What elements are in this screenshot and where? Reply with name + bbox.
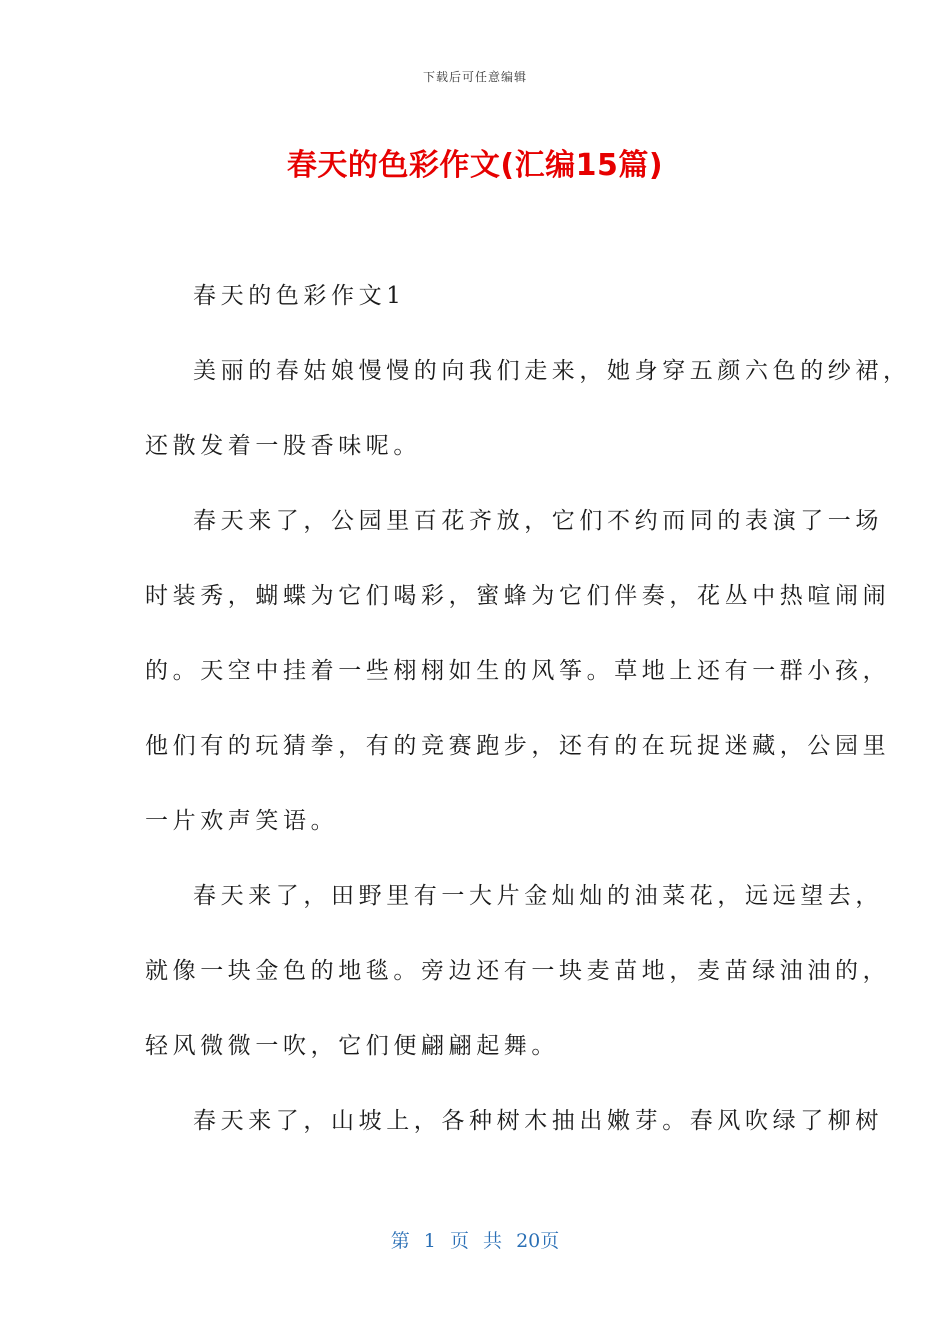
text-line: 还散发着一股香味呢。 [145, 433, 421, 459]
header-note: 下载后可任意编辑 [422, 70, 527, 84]
footer-page-label: 第 [390, 1230, 410, 1252]
text-line: 美丽的春姑娘慢慢的向我们走来，她身穿五颜六色的纱裙， [193, 358, 911, 384]
text-line: 一片欢声笑语。 [145, 808, 339, 834]
text-line: 的。天空中挂着一些栩栩如生的风筝。草地上还有一群小孩， [145, 658, 891, 684]
document-body [145, 278, 911, 1178]
page-footer [0, 1226, 950, 1253]
document-title: 春天的色彩作文(汇编15篇) [286, 148, 664, 183]
text-line: 春天来了，田野里有一大片金灿灿的油菜花，远远望去， [193, 883, 883, 909]
footer-total-label: 共 [483, 1230, 503, 1252]
footer-page-unit: 页 [449, 1230, 469, 1252]
footer-current-page: 1 [423, 1230, 436, 1252]
text-line: 春天来了，山坡上，各种树木抽出嫩芽。春风吹绿了柳树 [193, 1108, 883, 1134]
text-line: 春天来了，公园里百花齐放，它们不约而同的表演了一场 [193, 508, 883, 534]
text-line: 就像一块金色的地毯。旁边还有一块麦苗地，麦苗绿油油的， [145, 958, 891, 984]
text-line: 春天的色彩作文1 [193, 283, 406, 309]
text-line: 轻风微微一吹，它们便翩翩起舞。 [145, 1033, 559, 1059]
text-line: 时装秀，蝴蝶为它们喝彩，蜜蜂为它们伴奏，花丛中热喧闹闹 [145, 583, 891, 609]
text-line: 他们有的玩猜拳，有的竞赛跑步，还有的在玩捉迷藏，公园里 [145, 733, 891, 759]
footer-total-pages: 20页 [516, 1230, 560, 1252]
